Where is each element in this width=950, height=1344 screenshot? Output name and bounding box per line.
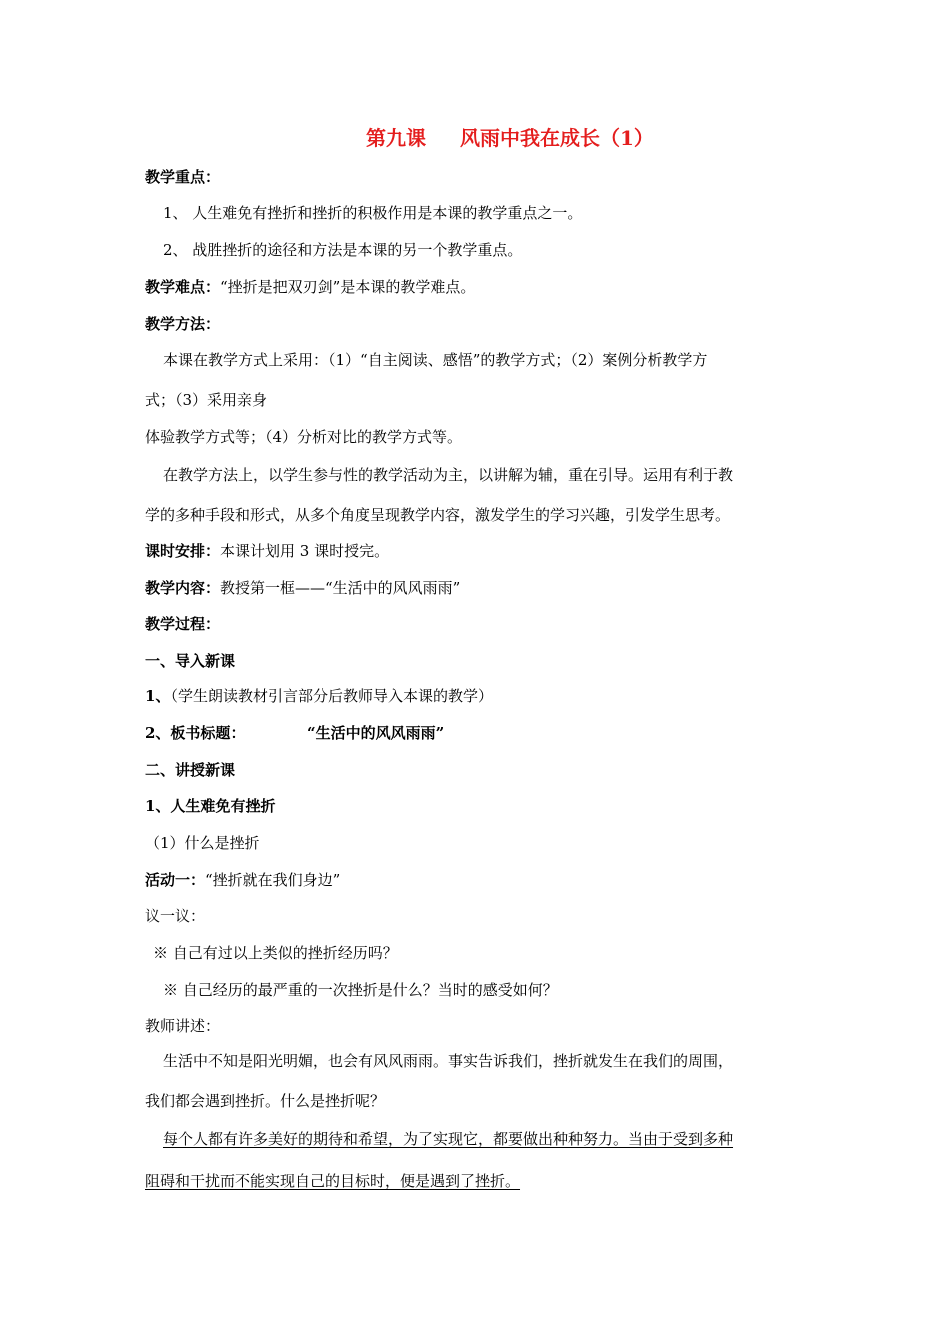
schedule-label: 课时安排： (145, 542, 221, 560)
method-p2-line2: 学的多种手段和形式，从多个角度呈现教学内容，激发学生的学习兴趣，引发学生思考。 (145, 506, 731, 524)
teacher-label: 教师讲述： (145, 1017, 221, 1035)
question-1: ※ 自己有过以上类似的挫折经历吗？ (153, 944, 398, 962)
method-heading: 教学方法： (145, 315, 221, 333)
method-p1-line2: 式；（3）采用亲身 (145, 391, 268, 409)
content-text: 教授第一框——“生活中的风风雨雨” (220, 579, 461, 597)
section-1-item-2-label: 2、板书标题： (145, 724, 246, 742)
lesson-name: 风雨中我在成长（1） (460, 126, 654, 150)
section-1-item-1 (145, 686, 493, 706)
definition-line-2: 阻碍和干扰而不能实现自己的目标时，便是遇到了挫折。 (145, 1172, 521, 1190)
process-heading: 教学过程： (145, 615, 221, 633)
method-p1-line1: 本课在教学方式上采用：（1）“自主阅读、感悟”的教学方式；（2）案例分析教学方 (163, 351, 708, 369)
lesson-title (366, 124, 654, 152)
question-2: ※ 自己经历的最严重的一次挫折是什么？当时的感受如何？ (163, 981, 558, 999)
item-text: （学生朗读教材引言部分后教师导入本课的教学） (170, 687, 493, 705)
schedule-text: 本课计划用 3 课时授完。 (220, 542, 390, 560)
subsection-1: （1）什么是挫折 (145, 834, 260, 852)
teacher-line-2: 我们都会遇到挫折。什么是挫折呢？ (145, 1092, 386, 1110)
section-2-item-1: 1、人生难免有挫折 (145, 797, 276, 815)
content-line (145, 578, 460, 598)
teacher-line-1: 生活中不知是阳光明媚，也会有风风雨雨。事实告诉我们，挫折就发生在我们的周围， (163, 1052, 734, 1070)
activity-line (145, 870, 340, 890)
difficulty-line (145, 277, 475, 297)
difficulty-label: 教学难点： (145, 278, 221, 296)
content-label: 教学内容： (145, 579, 221, 597)
section-2-heading: 二、讲授新课 (145, 761, 236, 779)
definition-line-1: 每个人都有许多美好的期待和希望，为了实现它，都要做出种种努力。当由于受到多种 (163, 1130, 734, 1148)
difficulty-text: “挫折是把双刃剑”是本课的教学难点。 (220, 278, 476, 296)
schedule-line (145, 541, 389, 561)
board-title: “生活中的风风雨雨” (307, 724, 445, 742)
activity-text: “挫折就在我们身边” (205, 871, 341, 889)
focus-item-1: 1、 人生难免有挫折和挫折的积极作用是本课的教学重点之一。 (163, 204, 583, 222)
discuss-label: 议一议： (145, 907, 206, 925)
method-p2-line1: 在教学方法上，以学生参与性的教学活动为主，以讲解为辅，重在引导。运用有利于教 (163, 466, 734, 484)
section-1-heading: 一、导入新课 (145, 652, 236, 670)
method-p1-line3: 体验教学方式等；（4）分析对比的教学方式等。 (145, 428, 463, 446)
item-number: 1、 (145, 687, 171, 705)
focus-item-2: 2、 战胜挫折的途径和方法是本课的另一个教学重点。 (163, 241, 523, 259)
lesson-number: 第九课 (366, 126, 426, 150)
activity-label: 活动一： (145, 871, 206, 889)
focus-heading: 教学重点： (145, 168, 221, 186)
